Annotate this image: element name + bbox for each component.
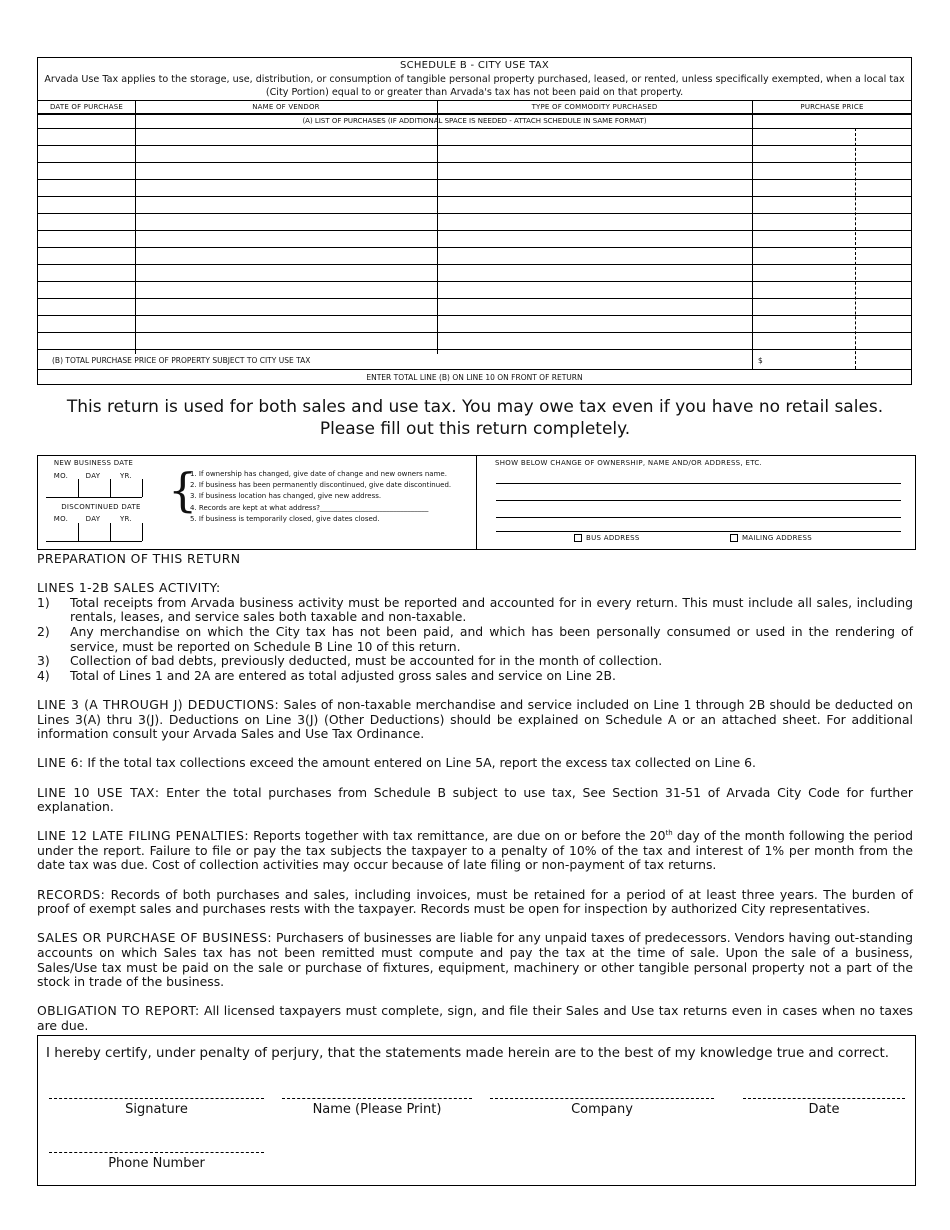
discontinued-date-label: DISCONTINUED DATE [61, 503, 141, 511]
schedule-b-table [37, 57, 912, 385]
notice-line-1: This return is used for both sales and use tax. You may owe tax even if you have no retail sales. [66, 397, 884, 417]
table-row[interactable] [38, 213, 911, 230]
records-paragraph: RECORDS: Records of both purchases and sales, including invoices, must be retained for a period of at least three years. The burden of proof of exempt sales and purchases rests with the taxpayer. Records must be open for inspection by authorized City representatives. [37, 886, 913, 917]
table-row[interactable] [38, 281, 911, 298]
date-label: Date [808, 1102, 840, 1117]
table-row[interactable] [38, 247, 911, 264]
signature-line[interactable] [49, 1098, 264, 1099]
table-row[interactable] [38, 196, 911, 213]
lines-1-2b-list [37, 596, 913, 684]
disc-yr-label: YR. [119, 515, 132, 523]
signature-label: Signature [125, 1102, 188, 1117]
change-instructions [190, 469, 451, 525]
brace-glyph: { [168, 463, 198, 517]
show-below-label: SHOW BELOW CHANGE OF OWNERSHIP, NAME AND/OR ADDRESS, ETC. [495, 459, 763, 467]
schedule-b-title: SCHEDULE B - CITY USE TAX [399, 60, 550, 71]
new-yr-label: YR. [119, 472, 132, 480]
business-change-box [37, 455, 916, 550]
total-currency: $ [758, 356, 763, 365]
total-purchase-label: (B) TOTAL PURCHASE PRICE OF PROPERTY SUBJECT TO CITY USE TAX [52, 356, 311, 365]
obligation-paragraph: OBLIGATION TO REPORT: All licensed taxpayers must complete, sign, and file their Sales and Use tax returns even in cases when no taxes are due. [37, 1003, 913, 1033]
sale-of-business-paragraph: SALES OR PURCHASE OF BUSINESS: Purchasers of businesses are liable for any unpaid taxes of predecessors. Vendors having out-standing accounts on which Sales tax has not been remitted must compute and pay the tax at the time of sale. Upon the sale of a business, Sales/Use tax must be paid on the sale or purchase of fixtures, equipment, machinery or other tangible personal property not a part of the stock in trade of the business. [37, 930, 913, 990]
change-instruction: 1. If ownership has changed, give date of change and new owners name. [190, 470, 447, 478]
col-type-of-commodity: TYPE OF COMMODITY PURCHASED [531, 103, 658, 111]
bus-address-label: BUS ADDRESS [586, 534, 640, 542]
name-label: Name (Please Print) [312, 1102, 442, 1117]
col-name-of-vendor: NAME OF VENDOR [252, 103, 320, 111]
bus-address-checkbox[interactable] [574, 534, 582, 542]
change-instruction: 2. If business has been permanently discontinued, give date discontinued. [190, 481, 452, 490]
schedule-b-intro: Arvada Use Tax applies to the storage, use, distribution, or consumption of tangible personal property purchased, leased, or rented, unless specifically exempted, when a local tax (City Portion) equal to or greater than Arvada's tax has not been paid on that property. [44, 74, 905, 98]
certification-box [37, 1035, 916, 1186]
change-instruction: 4. Records are kept at what address?_______________________________ [190, 503, 429, 512]
mailing-address-checkbox[interactable] [730, 534, 738, 542]
new-business-date-label: NEW BUSINESS DATE [53, 459, 134, 467]
enter-total-note: ENTER TOTAL LINE (B) ON LINE 10 ON FRONT OF RETURN [366, 373, 583, 382]
list-of-purchases-header: (A) LIST OF PURCHASES (IF ADDITIONAL SPACE IS NEEDED - ATTACH SCHEDULE IN SAME FORMAT) [302, 117, 647, 125]
notice [0, 396, 950, 440]
col-date-of-purchase: DATE OF PURCHASE [49, 103, 124, 111]
line-3-paragraph: LINE 3 (A THROUGH J) DEDUCTIONS: Sales of non-taxable merchandise and service included on Line 1 through 2B should be deducted on Lines 3(A) thru 3(J). Deductions on Line 3(J) (Other Deductions) should be explained on Schedule A or an attached sheet. For additional information consult your Arvada Sales and Use Tax Ordinance. [37, 696, 913, 742]
table-row[interactable] [38, 264, 911, 281]
line-12-paragraph: LINE 12 LATE FILING PENALTIES: Reports together with tax remittance, are due on or before the 20th day of the month following the period under the report. Failure to file or pay the tax subjects the taxpayer to a penalty of 10% of the tax and interest of 1% per month from the date tax was due. Cost of collection activities may occur because of late filing or non-payment of tax returns. [37, 828, 913, 873]
col-purchase-price: PURCHASE PRICE [800, 103, 864, 111]
disc-mo-label: MO. [53, 515, 69, 523]
list-item: 1) Total receipts from Arvada business activity must be reported and accounted for in every return. This must include all sales, including rentals, leases, and service sales both taxable and non-taxable. [37, 594, 913, 625]
mailing-address-label: MAILING ADDRESS [742, 534, 812, 542]
instructions [37, 552, 913, 1034]
table-row[interactable] [38, 179, 911, 196]
certification-statement: I hereby certify, under penalty of perjury, that the statements made herein are to the best of my knowledge true and correct. [46, 1046, 890, 1061]
disc-day-label: DAY [85, 515, 101, 523]
list-item: 3) Collection of bad debts, previously deducted, must be accounted for in the month of collection. [37, 653, 663, 669]
table-row[interactable] [38, 128, 911, 145]
list-item: 2) Any merchandise on which the City tax has not been paid, and which has been personally consumed or used in the rendering of service, must be reported on Schedule B Line 10 of this return. [37, 623, 913, 654]
line-10-paragraph: LINE 10 USE TAX: Enter the total purchases from Schedule B subject to use tax, See Section 31-51 of Arvada City Code for further explanation. [37, 784, 913, 815]
phone-line[interactable] [49, 1152, 264, 1153]
new-day-label: DAY [85, 472, 101, 480]
name-line[interactable] [282, 1098, 472, 1099]
company-line[interactable] [490, 1098, 714, 1099]
date-line[interactable] [743, 1098, 905, 1099]
notice-line-2: Please fill out this return completely. [319, 419, 631, 439]
bus-address-option[interactable] [574, 534, 640, 542]
change-instruction: 5. If business is temporarily closed, give dates closed. [190, 514, 380, 523]
new-mo-label: MO. [53, 472, 69, 480]
table-row[interactable] [38, 298, 911, 315]
preparation-title: PREPARATION OF THIS RETURN [37, 551, 241, 566]
list-item: 4) Total of Lines 1 and 2A are entered as total adjusted gross sales and service on Line 2B. [37, 667, 616, 683]
change-instruction: 3. If business location has changed, give new address. [190, 492, 382, 501]
table-row[interactable] [38, 315, 911, 332]
table-row[interactable] [38, 162, 911, 179]
line-6-paragraph: LINE 6: If the total tax collections exceed the amount entered on Line 5A, report the excess tax collected on Line 6. [37, 755, 756, 771]
table-row[interactable] [38, 230, 911, 247]
phone-label: Phone Number [108, 1156, 205, 1171]
lines-1-2b-title: LINES 1-2B SALES ACTIVITY: [37, 580, 221, 596]
mailing-address-option[interactable] [730, 534, 812, 542]
table-row[interactable] [38, 145, 911, 162]
company-label: Company [571, 1102, 633, 1117]
